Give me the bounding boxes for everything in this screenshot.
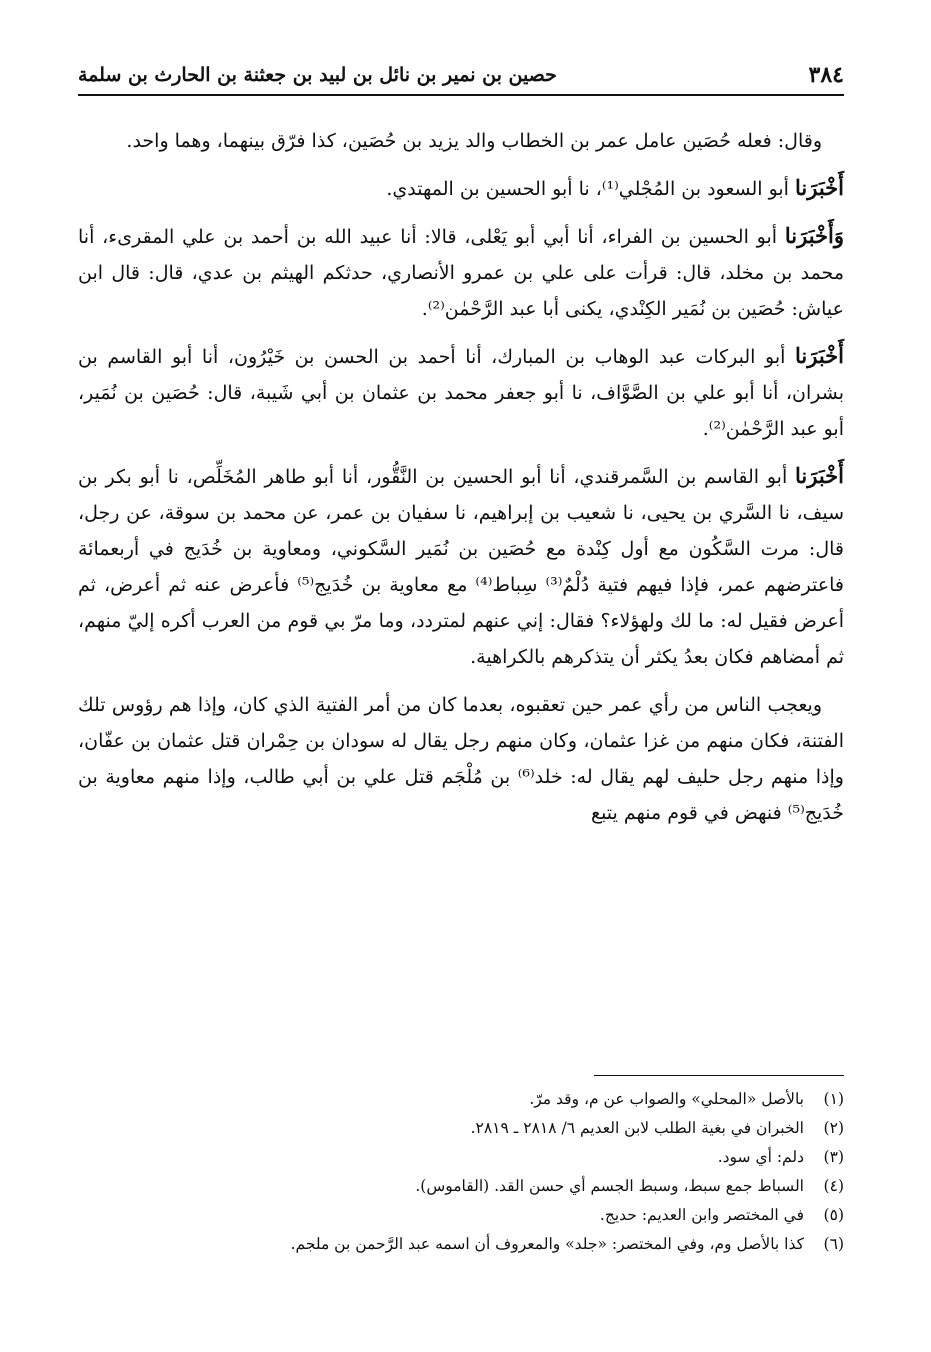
footnote-number: (١) [823,1090,844,1108]
paragraph-lead: أَخْبَرَنا [795,343,844,368]
footnote-text: السباط جمع سبط، وسبط الجسم أي حسن القد. (القاموس). [415,1177,804,1195]
footnote [78,1172,844,1201]
footnote [78,1114,844,1143]
paragraph-lead: أَخْبَرَنا [795,175,844,200]
footnotes [78,1085,844,1259]
footnote-number: (٥) [823,1206,844,1224]
footnote-text: كذا بالأصل وم، وفي المختصر: «جلد» والمعروف أن اسمه عبد الرَّحمن بن ملجم. [290,1235,804,1253]
paragraph [78,338,844,447]
paragraph [78,170,844,207]
footnote-number: (٦) [823,1235,844,1253]
footnote [78,1085,844,1114]
page-header [78,60,844,96]
paragraph-text: أبو القاسم بن السَّمرقندي، أنا أبو الحسين بن النَّقُّور، أنا أبو طاهر المُخَلِّص، نا أبو بكر بن سيف، نا السَّري بن يحيى، نا شعيب بن إبراهيم، نا سفيان بن عمر، عن محمد بن سوقة، عن رجل، قال: مرت السَّكُون مع أول كِنْدة مع حُصَين بن نُمَير السَّكوني، ومعاوية بن خُدَيج في أربعمائة فاعترضهم عمر، فإذا فيهم فتية دُلْمٌ⁽³⁾ سِباط⁽⁴⁾ مع معاوية بن خُدَيج⁽⁵⁾ فأعرض عنه ثم أعرض، ثم أعرض فقيل له: ما لك ولهؤلاء؟ فقال: إني عنهم لمتردد، وما مرّ بي قوم من العرب أكره إليّ منهم، ثم أمضاهم فكان بعدُ يكثر أن يتذكرهم بالكراهية. [78,466,844,668]
footnote [78,1230,844,1259]
paragraph-lead: أَخْبَرَنا [795,463,844,488]
paragraph-text: وقال: فعله حُصَين عامل عمر بن الخطاب والد يزيد بن حُصَين، كذا فرّق بينهما، وهما واحد. [126,130,822,152]
footnote-separator [594,1075,844,1076]
paragraph-text: أبو الحسين بن الفراء، أنا أبي أبو يَعْلى، قالا: أنا عبيد الله بن أحمد بن علي المقرىء، أنا محمد بن مخلد، قال: قرأت على علي بن عمرو الأنصاري، حدثكم الهيثم بن عدي، قال: قال ابن عياش: حُصَين بن نُمَير الكِنْدي، يكنى أبا عبد الرَّحْمٰن⁽²⁾. [78,226,844,320]
paragraph-lead: وَأَخْبَرَنا [784,223,844,248]
paragraph [78,122,844,159]
paragraph [78,218,844,327]
paragraph-text: أبو السعود بن المُجْلي⁽¹⁾، نا أبو الحسين بن المهتدي. [386,178,796,200]
footnote-number: (٤) [823,1177,844,1195]
footnote-number: (٣) [823,1148,844,1166]
footnote-text: في المختصر وابن العديم: حديج. [599,1206,804,1224]
running-title: حصين بن نمير بن نائل بن لبيد بن جعثنة بن الحارث بن سلمة [78,64,557,86]
main-text [78,122,844,842]
footnote-text: الخبران في بغية الطلب لابن العديم ٦/ ٢٨١٨ ـ ٢٨١٩. [470,1119,804,1137]
footnote-text: بالأصل «المحلي» والصواب عن م، وقد مرّ. [529,1090,804,1108]
footnote [78,1201,844,1230]
paragraph-text: ويعجب الناس من رأي عمر حين تعقبوه، بعدما كان من أمر الفتية الذي كان، وإذا هم رؤوس تلك الفتنة، فكان منهم من غزا عثمان، وكان منهم رجل يقال له سودان بن حِمْران قتل عثمان بن عفّان، وإذا منهم رجل حليف لهم يقال له: خلد⁽⁶⁾ بن مُلْجَم قتل علي بن أبي طالب، وإذا منهم معاوية بن خُدَيج⁽⁵⁾ فنهض في قوم منهم يتبع [78,694,844,824]
page-number: ٣٨٤ [808,62,844,88]
paragraph [78,686,844,831]
footnote-number: (٢) [823,1119,844,1137]
footnote-text: دلم: أي سود. [717,1148,804,1166]
paragraph [78,458,844,675]
paragraph-text: أبو البركات عبد الوهاب بن المبارك، أنا أحمد بن الحسن بن خَيْرُون، أنا أبو القاسم بن بشران، أنا أبو علي بن الصَّوَّاف، نا أبو جعفر محمد بن عثمان بن أبي شَيبة، قال: حُصَين بن نُمَير، أبو عبد الرَّحْمٰن⁽²⁾. [78,346,844,440]
footnote [78,1143,844,1172]
